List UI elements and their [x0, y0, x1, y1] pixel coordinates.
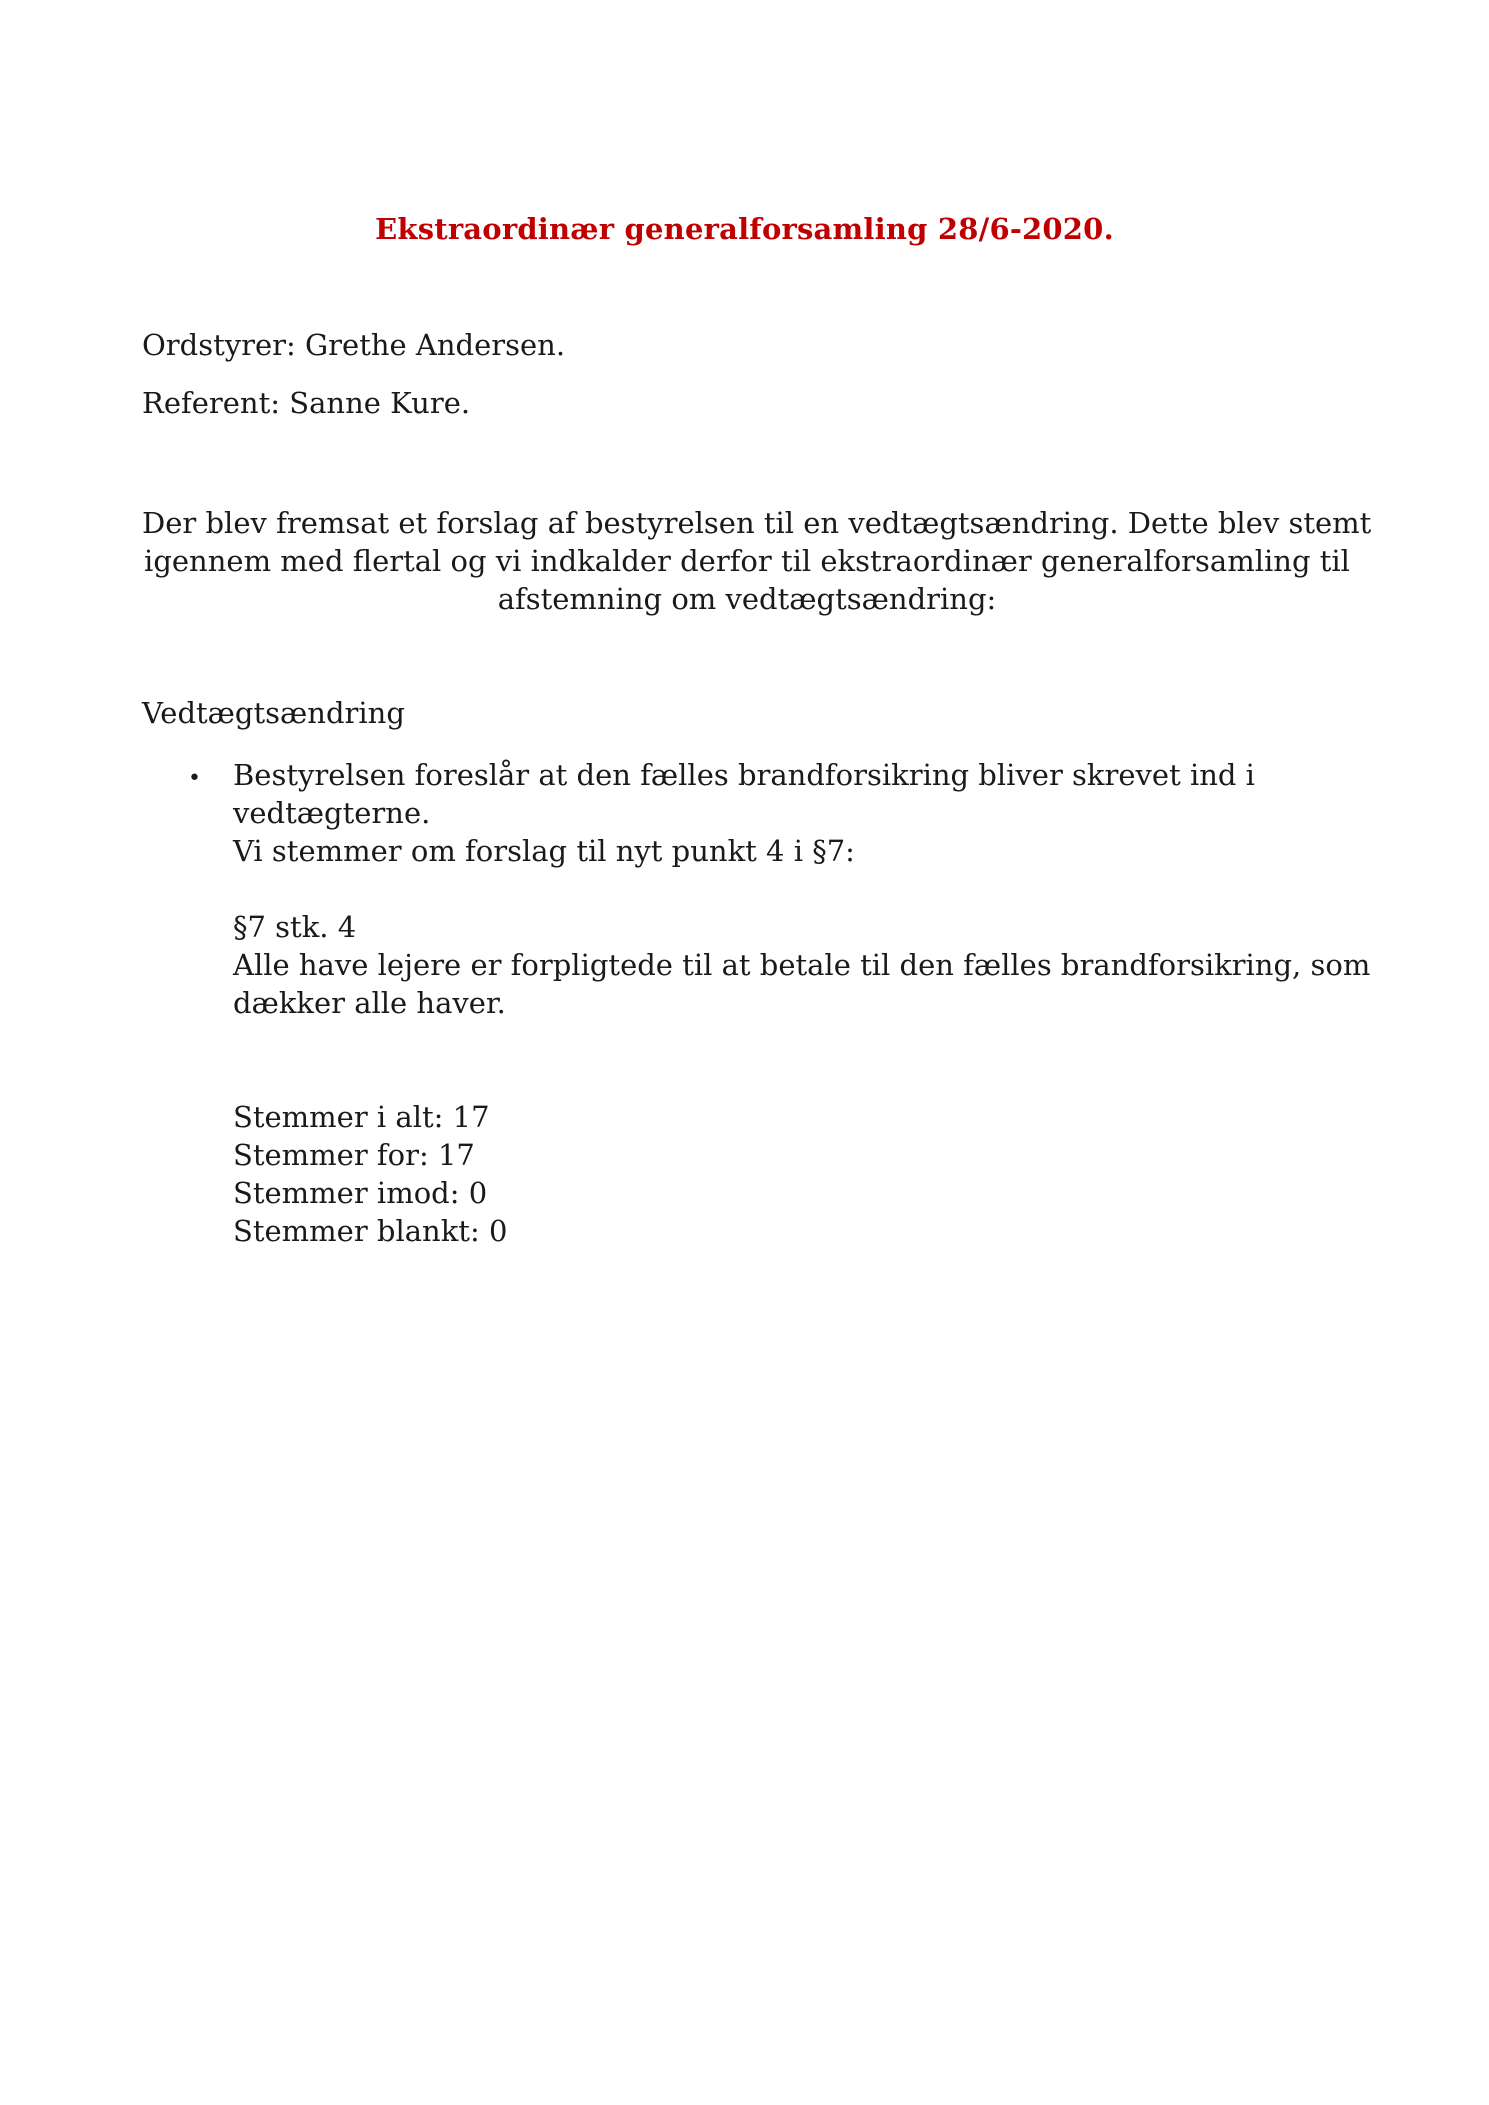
- intro-line: igennem med flertal og vi indkalder derfor til ekstraordinær generalforsamling til: [144, 544, 1350, 578]
- vote-total: Stemmer i alt: 17: [233, 1100, 490, 1134]
- clause-text: [233, 908, 1370, 1022]
- secretary-line: Referent: Sanne Kure.: [142, 386, 471, 420]
- document-title: Ekstraordinær generalforsamling 28/6-2020.: [375, 212, 1114, 246]
- clause-line: dækker alle haver.: [233, 986, 506, 1020]
- proposal-line: vedtægterne.: [233, 796, 431, 830]
- chair-line: Ordstyrer: Grethe Andersen.: [142, 328, 566, 362]
- vote-blank: Stemmer blankt: 0: [233, 1214, 508, 1248]
- intro-line: afstemning om vedtægtsændring:: [497, 582, 997, 616]
- bullet-icon: •: [188, 766, 201, 791]
- vote-against: Stemmer imod: 0: [233, 1176, 488, 1210]
- proposal-line: Vi stemmer om forslag til nyt punkt 4 i §7:: [233, 834, 855, 868]
- clause-line: Alle have lejere er forpligtede til at betale til den fælles brandforsikring, som: [233, 948, 1371, 982]
- intro-line: Der blev fremsat et forslag af bestyrelsen til en vedtægtsændring. Dette blev stemt: [142, 506, 1372, 540]
- proposal-line: Bestyrelsen foreslår at den fælles brandforsikring bliver skrevet ind i: [233, 758, 1255, 792]
- vote-results: [233, 1098, 507, 1250]
- vote-for: Stemmer for: 17: [233, 1138, 475, 1172]
- section-heading: Vedtægtsændring: [142, 696, 405, 730]
- clause-line: §7 stk. 4: [233, 910, 357, 944]
- proposal-text: [233, 756, 1255, 870]
- intro-paragraph: [142, 504, 1372, 618]
